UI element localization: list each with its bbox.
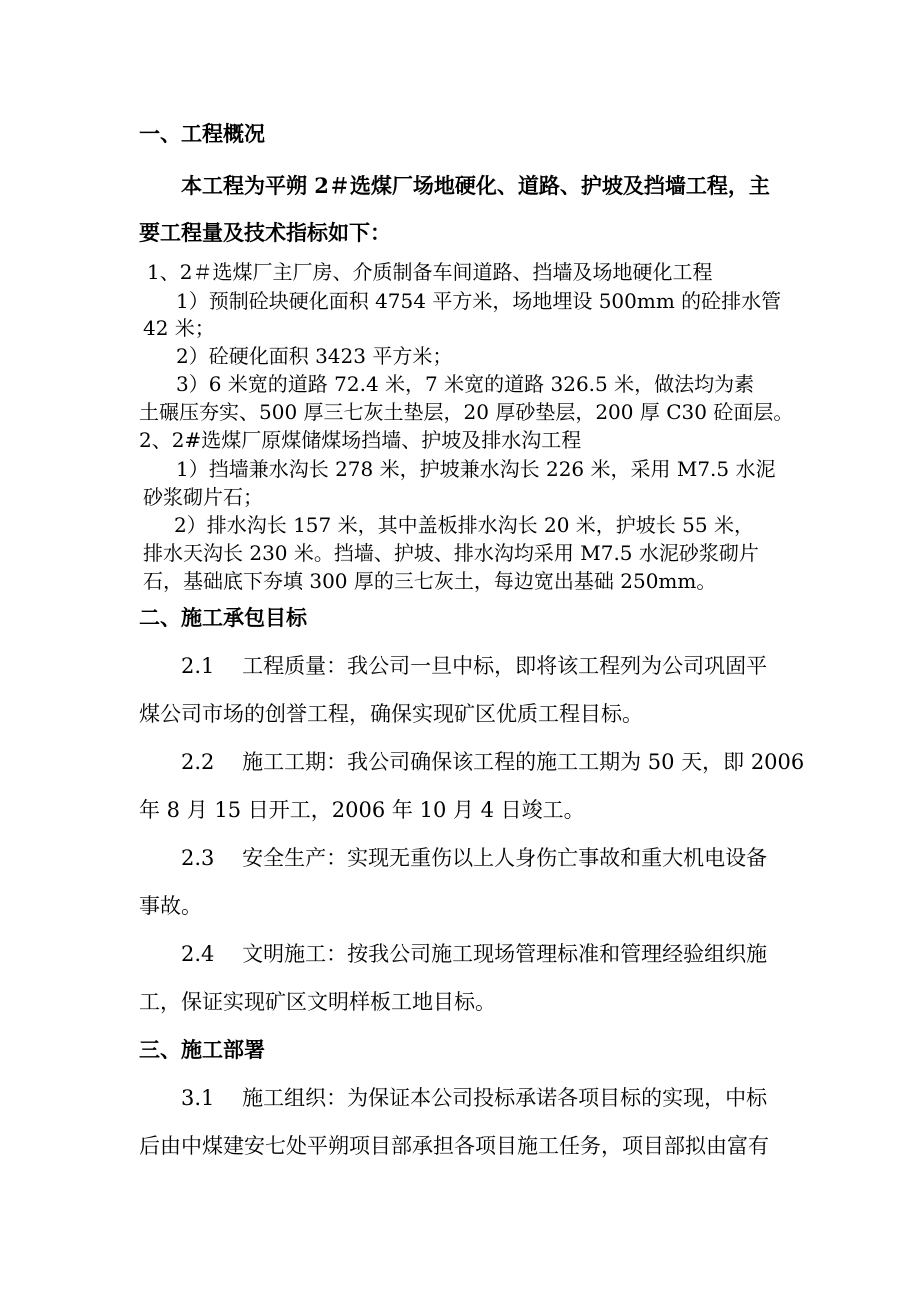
goal-2-3-line: 2.3 安全生产：实现无重伤以上人身伤亡事故和重大机电设备 [181, 846, 768, 870]
goal-2-1-line: 煤公司市场的创誉工程，确保实现矿区优质工程目标。 [139, 702, 643, 726]
section-heading-2: 二、施工承包目标 [139, 605, 307, 630]
item-2-2-line: 石，基础底下夯填 300 厚的三七灰土，每边宽出基础 250mm。 [143, 569, 717, 593]
intro-paragraph-line: 要工程量及技术指标如下： [139, 220, 391, 245]
deploy-3-1-line: 后由中煤建安七处平朔项目部承担各项目施工任务，项目部拟由富有 [139, 1134, 769, 1158]
item-1-title: 1、2＃选煤厂主厂房、介质制备车间道路、挡墙及场地硬化工程 [147, 260, 713, 284]
goal-2-4-line: 2.4 文明施工：按我公司施工现场管理标准和管理经验组织施 [181, 942, 768, 966]
item-1-1-line: 1）预制砼块硬化面积 4754 平方米，场地埋设 500mm 的砼排水管 [176, 289, 782, 313]
item-2-2-line: 2）排水沟长 157 米，其中盖板排水沟长 20 米，护坡长 55 米， [174, 513, 754, 537]
item-1-1-line: 42 米； [143, 316, 215, 340]
goal-2-3-line: 事故。 [139, 894, 202, 918]
item-2-1-line: 砂浆砌片石； [143, 485, 263, 509]
section-heading-3: 三、施工部署 [139, 1037, 265, 1062]
item-2-title: 2、2#选煤厂原煤储煤场挡墙、护坡及排水沟工程 [139, 428, 582, 452]
goal-2-2-line: 年 8 月 15 日开工，2006 年 10 月 4 日竣工。 [139, 798, 585, 822]
item-1-2: 2）砼硬化面积 3423 平方米； [176, 344, 453, 368]
section-heading-1: 一、工程概况 [139, 121, 265, 146]
goal-2-1-line: 2.1 工程质量：我公司一旦中标，即将该工程列为公司巩固平 [181, 654, 768, 678]
deploy-3-1-line: 3.1 施工组织：为保证本公司投标承诺各项目标的实现，中标 [181, 1086, 768, 1110]
item-1-3-line: 3）6 米宽的道路 72.4 米，7 米宽的道路 326.5 米，做法均为素 [176, 372, 755, 396]
goal-2-2-line: 2.2 施工工期：我公司确保该工程的施工工期为 50 天，即 2006 [181, 750, 805, 774]
item-2-2-line: 排水天沟长 230 米。挡墙、护坡、排水沟均采用 M7.5 水泥砂浆砌片 [143, 541, 759, 565]
intro-paragraph-line: 本工程为平朔 2＃选煤厂场地硬化、道路、护坡及挡墙工程，主 [181, 173, 770, 198]
item-1-3-line: 土碾压夯实、500 厚三七灰土垫层，20 厚砂垫层，200 厚 C30 砼面层。 [139, 400, 794, 424]
item-2-1-line: 1）挡墙兼水沟长 278 米，护坡兼水沟长 226 米，采用 M7.5 水泥 [176, 457, 776, 481]
goal-2-4-line: 工，保证实现矿区文明样板工地目标。 [139, 990, 496, 1014]
